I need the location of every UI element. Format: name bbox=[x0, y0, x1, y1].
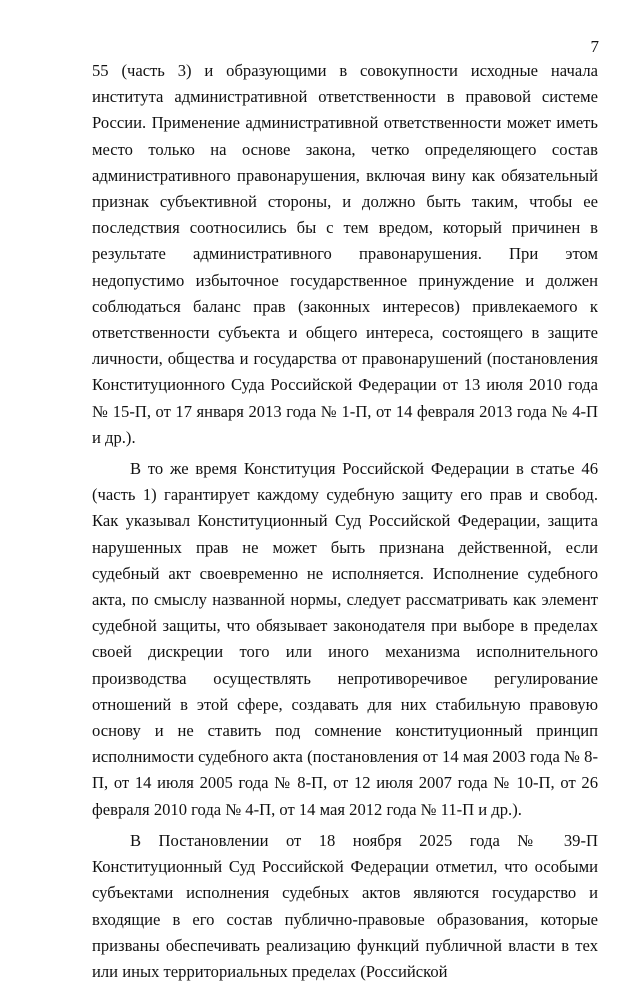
document-body bbox=[92, 58, 598, 985]
page-number: 7 bbox=[590, 37, 599, 56]
paragraph-continuation: 55 (часть 3) и образующими в совокупности исходные начала института административной ответственности в правовой системе России. Применение административной ответственности может иметь место только на основе закона, четко определяющего состав административного правонарушения, включая вину как обязательный признак субъективной стороны, и должно быть таким, чтобы ее последствия соотносились бы с тем вредом, который причинен в результате административного правонарушения. При этом недопустимо избыточное государственное принуждение и должен соблюдаться баланс прав (законных интересов) привлекаемого к ответственности субъекта и общего интереса, состоящего в защите личности, общества и государства от правонарушений (постановления Конституционного Суда Российской Федерации от 13 июля 2010 года № 15-П, от 17 января 2013 года № 1-П, от 14 февраля 2013 года № 4-П и др.). bbox=[92, 61, 598, 447]
paragraph-judicial-protection: В то же время Конституция Российской Федерации в статье 46 (часть 1) гарантирует каждому судебную защиту его прав и свобод. Как указывал Конституционный Суд Российской Федерации, защита нарушенных прав не может быть признана действенной, если судебный акт своевременно не исполняется. Исполнение судебного акта, по смыслу названной нормы, следует рассматривать как элемент судебной защиты, что обязывает законодателя при выборе в пределах своей дискреции того или иного механизма исполнительного производства осуществлять непротиворечивое регулирование отношений в этой сфере, создавать для них стабильную правовую основу и не ставить под сомнение конституционный принцип исполнимости судебного акта (постановления от 14 мая 2003 года № 8-П, от 14 июля 2005 года № 8-П, от 12 июля 2007 года № 10-П, от 26 февраля 2010 года № 4-П, от 14 мая 2012 года № 11-П и др.). bbox=[92, 459, 598, 819]
paragraph-resolution-39p: В Постановлении от 18 ноября 2025 года № 39-П Конституционный Суд Российской Федерации отметил, что особыми субъектами исполнения судебных актов являются государство и входящие в его состав публично-правовые образования, которые призваны обеспечивать реализацию функций публичной власти в тех или иных территориальных пределах (Российской bbox=[92, 830, 598, 981]
